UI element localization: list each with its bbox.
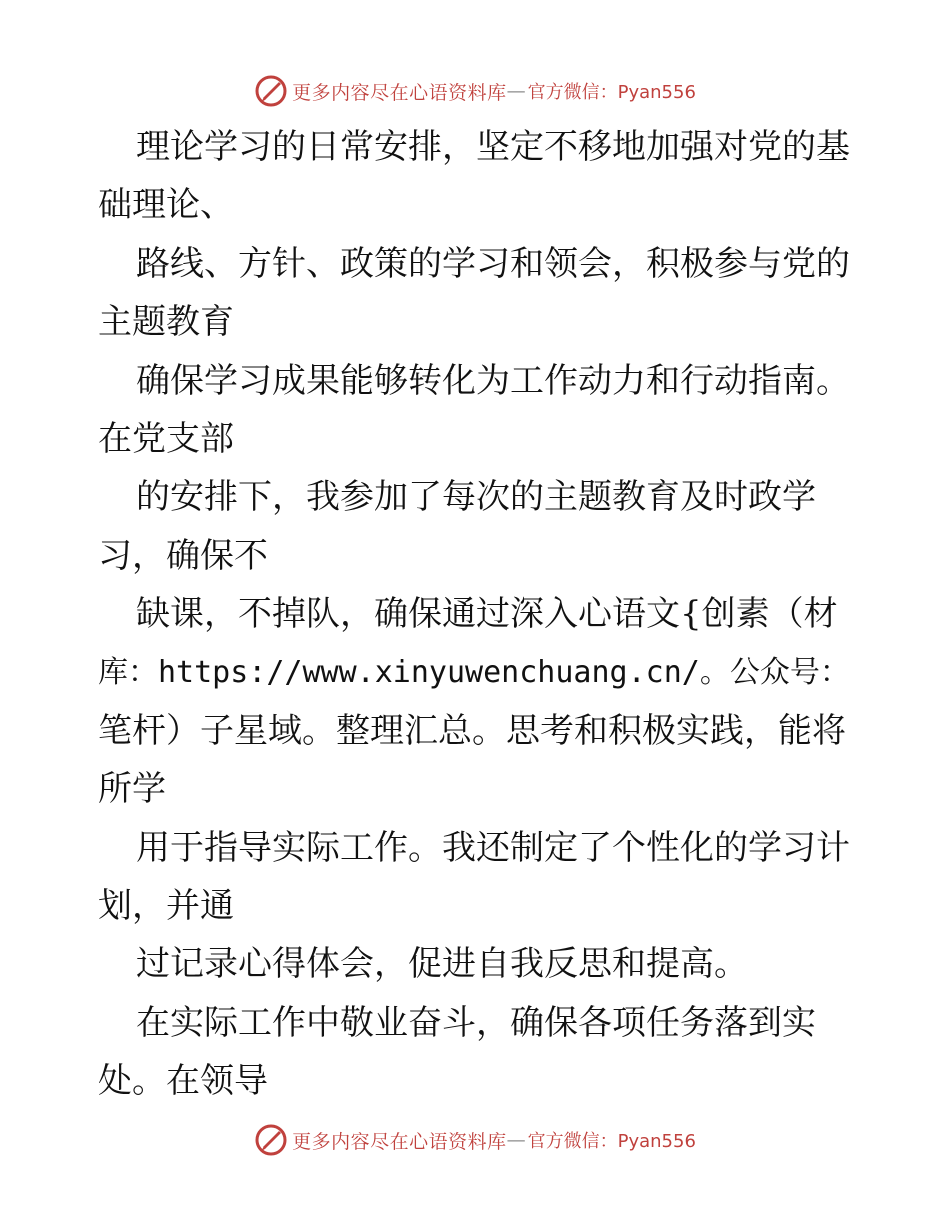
header-watermark	[0, 71, 950, 111]
body-line: 划，并通	[98, 886, 234, 927]
body-line: 缺课，不掉队，确保通过深入心语文{创素（材	[136, 594, 838, 635]
document-body	[98, 118, 858, 1111]
body-line: 在实际工作中敬业奋斗，确保各项任务落到实	[136, 1002, 816, 1043]
body-line: 在党支部	[98, 418, 234, 459]
body-line: 础理论、	[98, 185, 234, 226]
body-line: 所学	[98, 769, 166, 810]
body-line: 确保学习成果能够转化为工作动力和行动指南。	[136, 360, 850, 401]
body-line: 用于指导实际工作。我还制定了个性化的学习计	[136, 827, 850, 868]
watermark-site-text: 更多内容尽在心语资料库	[292, 1130, 507, 1153]
body-line: 主题教育	[98, 302, 234, 343]
footer-watermark	[0, 1120, 950, 1160]
body-line: 过记录心得体会，促进自我反思和提高。	[136, 944, 748, 985]
brush-logo-icon	[254, 74, 288, 108]
body-line-url: 库：https://www.xinyuwenchuang.cn/。公众号：	[98, 654, 850, 690]
watermark-wechat-text: 官方微信：Pyan556	[527, 1131, 696, 1152]
watermark-separator: —	[506, 80, 526, 102]
body-line: 笔杆）子星域。整理汇总。思考和积极实践，能将	[98, 710, 846, 751]
watermark-separator: —	[506, 1129, 526, 1151]
body-line: 的安排下，我参加了每次的主题教育及时政学	[136, 477, 816, 518]
brush-logo-icon	[254, 1123, 288, 1157]
body-line: 处。在领导	[98, 1061, 268, 1102]
watermark-wechat-text: 官方微信：Pyan556	[527, 82, 696, 103]
body-line: 习，确保不	[98, 535, 268, 576]
watermark-site-text: 更多内容尽在心语资料库	[292, 81, 507, 104]
body-line: 路线、方针、政策的学习和领会，积极参与党的	[136, 243, 850, 284]
body-line: 理论学习的日常安排，坚定不移地加强对党的基	[136, 127, 850, 167]
